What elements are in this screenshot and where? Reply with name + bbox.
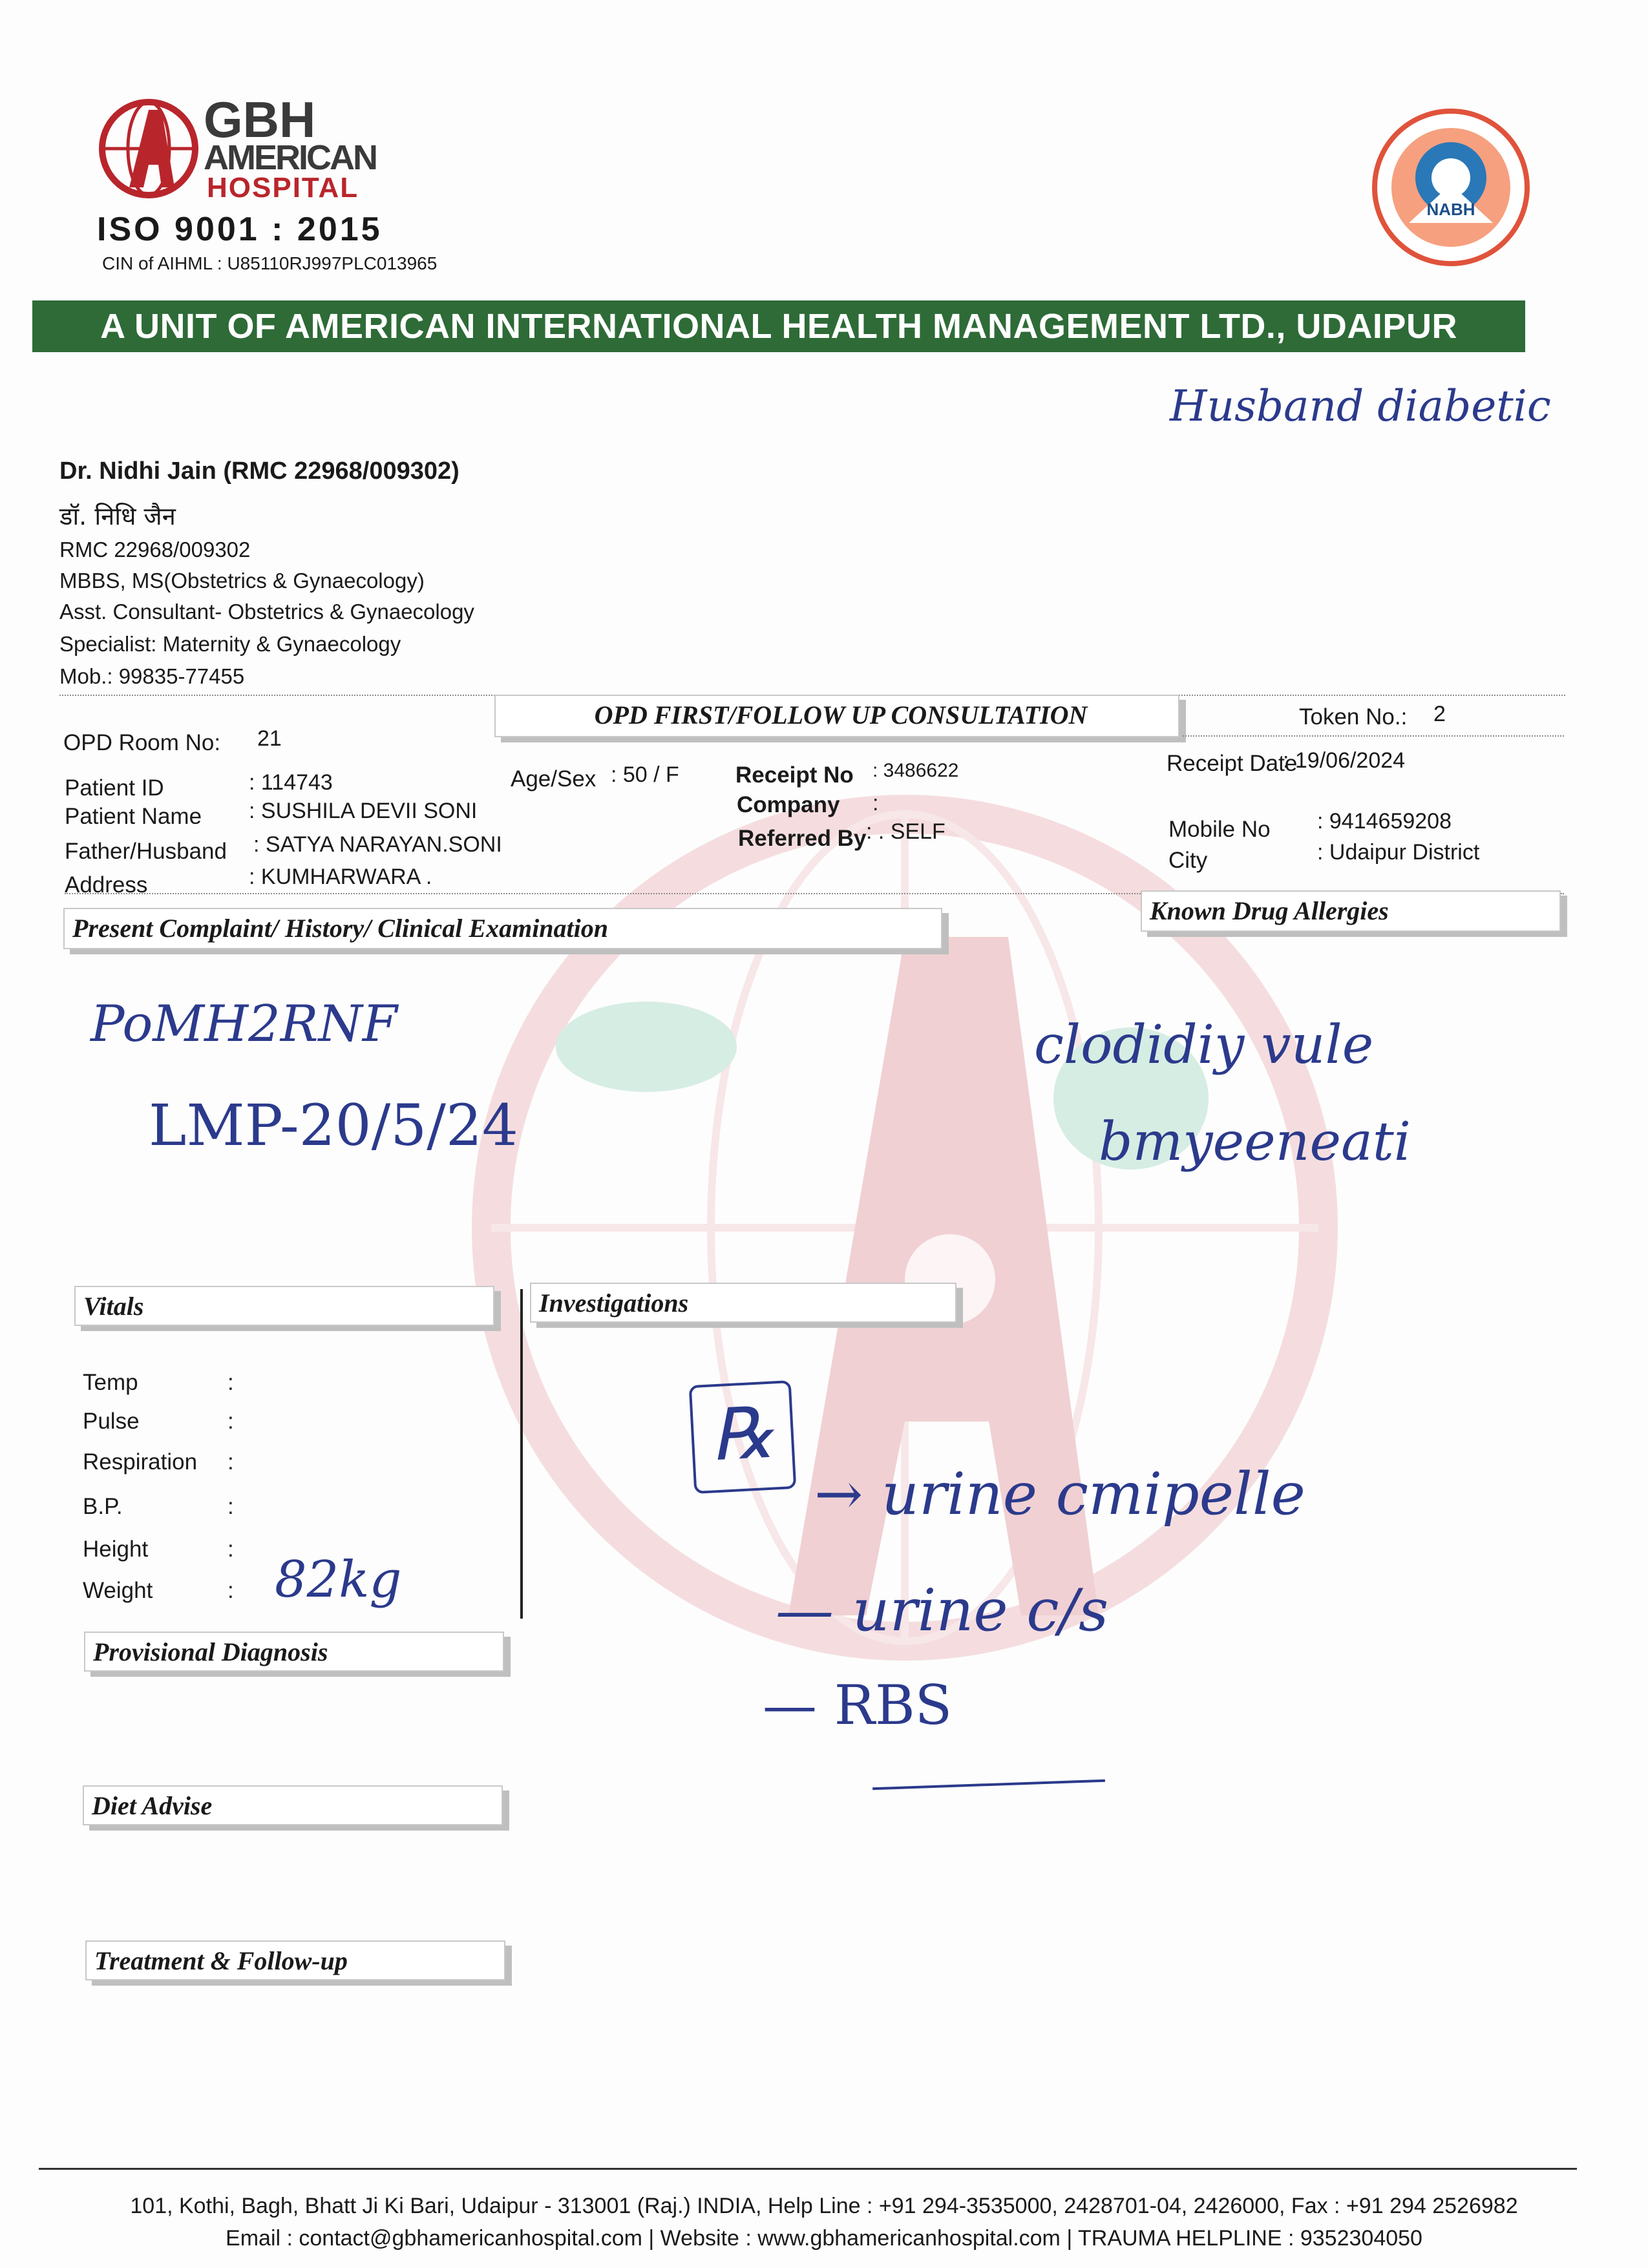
nabh-text: NABH	[1426, 200, 1475, 219]
rx-symbol: ℞	[708, 1391, 777, 1477]
vital-colon: :	[227, 1449, 234, 1475]
doctor-name: Dr. Nidhi Jain (RMC 22968/009302)	[59, 457, 460, 485]
section-present-complaint: Present Complaint/ History/ Clinical Examination	[63, 908, 942, 949]
handwritten-allergy-line1: clodidiy vule	[1034, 1014, 1374, 1076]
doctor-designation: Asst. Consultant- Obstetrics & Gynaecology	[59, 600, 474, 624]
age-sex-value: : 50 / F	[611, 762, 679, 787]
mobile-label: Mobile No	[1168, 817, 1271, 842]
father-husband-value: : SATYA NARAYAN.SONI	[253, 832, 502, 857]
doctor-rmc: RMC 22968/009302	[59, 538, 251, 562]
handwritten-lmp: LMP-20/5/24	[149, 1092, 518, 1159]
logo-text-american: AMERICAN	[204, 138, 376, 177]
section-known-drug-allergies: Known Drug Allergies	[1141, 890, 1561, 932]
vertical-divider	[520, 1289, 523, 1619]
patient-name-value: : SUSHILA DEVII SONI	[249, 799, 478, 823]
opd-room-value: 21	[257, 726, 282, 751]
doctor-name-hindi: डॉ. निधि जैन	[59, 502, 176, 530]
footer-divider	[39, 2168, 1577, 2170]
handwritten-investigation-1: → urine cmipelle	[814, 1460, 1305, 1528]
age-sex-label: Age/Sex	[511, 766, 597, 792]
section-provisional-diagnosis: Provisional Diagnosis	[84, 1632, 504, 1672]
doctor-mobile: Mob.: 99835-77455	[59, 664, 245, 688]
token-label: Token No.:	[1299, 704, 1408, 730]
father-husband-label: Father/Husband	[65, 839, 227, 864]
vital-label: Respiration	[83, 1449, 198, 1475]
divider	[1183, 735, 1564, 737]
vital-label: Height	[83, 1537, 149, 1562]
vital-label: Pulse	[83, 1409, 140, 1434]
handwritten-underline	[872, 1780, 1105, 1790]
form-title: OPD FIRST/FOLLOW UP CONSULTATION	[494, 695, 1179, 737]
token-value: 2	[1433, 702, 1446, 726]
section-investigations: Investigations	[530, 1283, 956, 1323]
referred-by-value: : . SELF	[866, 819, 945, 844]
section-diet-advise: Diet Advise	[83, 1785, 503, 1825]
receipt-date-label: Receipt Date	[1167, 751, 1298, 776]
company-label: Company	[737, 792, 840, 817]
patient-id-value: : 114743	[249, 770, 333, 795]
section-vitals: Vitals	[74, 1286, 494, 1326]
address-value: : KUMHARWARA .	[249, 865, 432, 889]
patient-id-label: Patient ID	[65, 775, 164, 801]
vital-label: Temp	[83, 1370, 138, 1395]
handwritten-allergy-line2: bmyeeneati	[1099, 1111, 1411, 1173]
vital-colon: :	[227, 1370, 234, 1395]
receipt-date-value: : 19/06/2024	[1283, 748, 1406, 773]
vital-colon: :	[227, 1409, 234, 1434]
footer-contact: Email : contact@gbhamericanhospital.com | Website : www.gbhamericanhospital.com | TRAUMA HELPLINE : 9352304050	[226, 2226, 1422, 2251]
vital-colon: :	[227, 1494, 234, 1519]
doctor-specialty: Specialist: Maternity & Gynaecology	[59, 632, 401, 656]
receipt-no-label: Receipt No	[735, 762, 854, 788]
address-label: Address	[65, 872, 148, 898]
handwritten-investigation-2: — urine c/s	[776, 1577, 1109, 1644]
vital-label: B.P.	[83, 1494, 123, 1519]
city-value: : Udaipur District	[1317, 840, 1480, 865]
vital-colon: :	[227, 1578, 234, 1603]
receipt-no-value: : 3486622	[872, 760, 959, 781]
vital-label: Weight	[83, 1578, 153, 1603]
mobile-value: : 9414659208	[1317, 809, 1452, 834]
vital-colon: :	[227, 1537, 234, 1562]
iso-certification: ISO 9001 : 2015	[97, 211, 383, 248]
section-treatment-follow-up: Treatment & Follow-up	[85, 1940, 505, 1980]
handwritten-note-husband: Husband diabetic	[1170, 381, 1551, 431]
nabh-badge	[1370, 107, 1532, 268]
handwritten-weight: 82kg	[275, 1551, 402, 1609]
footer-address: 101, Kothi, Bagh, Bhatt Ji Ki Bari, Udaipur - 313001 (Raj.) INDIA, Help Line : +91 294-3535000, 2428701-04, 2426000, Fax : +91 294 2526982	[130, 2194, 1518, 2218]
opd-room-label: OPD Room No:	[63, 730, 221, 755]
handwritten-complaint: PoMH2RNF	[90, 995, 397, 1053]
header-banner: A UNIT OF AMERICAN INTERNATIONAL HEALTH MANAGEMENT LTD., UDAIPUR	[32, 300, 1525, 352]
city-label: City	[1168, 848, 1208, 873]
handwritten-investigation-3: — RBS	[763, 1674, 953, 1737]
referred-by-label: Referred By	[738, 826, 867, 851]
logo-text-gbh: GBH	[204, 91, 316, 148]
doctor-degree: MBBS, MS(Obstetrics & Gynaecology)	[59, 569, 425, 593]
logo-text-hospital: HOSPITAL	[207, 172, 359, 204]
company-value: :	[872, 791, 879, 815]
patient-name-label: Patient Name	[65, 804, 202, 829]
cin-number: CIN of AIHML : U85110RJ997PLC013965	[102, 253, 438, 273]
rx-box	[689, 1380, 797, 1494]
